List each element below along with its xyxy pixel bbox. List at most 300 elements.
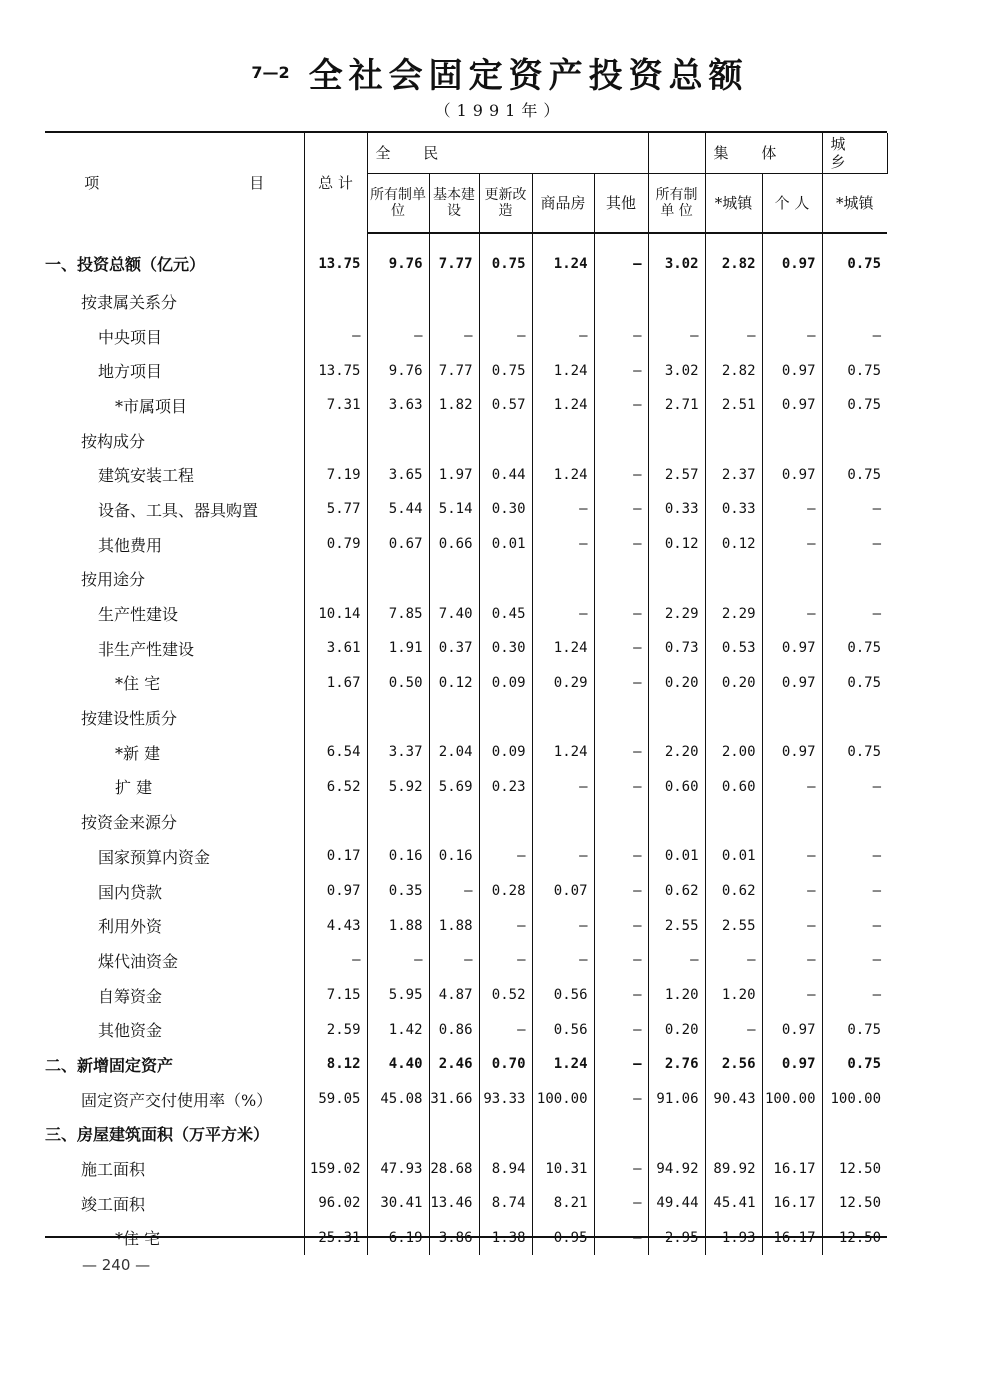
table-row	[45, 978, 887, 1013]
cell-value	[762, 700, 822, 735]
cell-value	[367, 1117, 429, 1152]
cell-value: 2.76	[648, 1047, 705, 1082]
cell-value: —	[762, 943, 822, 978]
row-label: 施工面积	[45, 1151, 304, 1186]
cell-value: —	[872, 987, 882, 1004]
row-label: 生产性建设	[45, 596, 304, 631]
header-other: 其他	[594, 174, 648, 234]
cell-value	[648, 700, 705, 735]
cell-value: 2.51	[705, 388, 762, 423]
cell-value: 7.85	[367, 596, 429, 631]
table-row	[45, 631, 887, 666]
cell-value: 1.38	[479, 1221, 532, 1256]
table-row	[45, 943, 887, 978]
cell-value: 1.91	[367, 631, 429, 666]
cell-value: 0.29	[532, 666, 594, 701]
cell-value: 0.23	[479, 770, 532, 805]
cell-value: 5.44	[367, 492, 429, 527]
cell-value	[429, 700, 479, 735]
cell-value: 0.75	[847, 466, 882, 483]
cell-value	[532, 1117, 594, 1152]
table-title	[0, 48, 1000, 97]
cell-value: —	[594, 1082, 648, 1117]
cell-value	[532, 284, 594, 319]
cell-value: —	[705, 1012, 762, 1047]
cell-value: 0.01	[479, 527, 532, 562]
cell-value	[479, 284, 532, 319]
cell-value: 13.46	[429, 1186, 479, 1221]
cell-value	[594, 1117, 648, 1152]
cell-value: 94.92	[648, 1151, 705, 1186]
cell-value: 0.28	[479, 874, 532, 909]
cell-value: 2.29	[705, 596, 762, 631]
cell-value: 0.75	[847, 256, 882, 272]
cell-value: 0.20	[648, 1012, 705, 1047]
table-row	[45, 284, 887, 319]
row-label: 煤代油资金	[45, 943, 304, 978]
cell-value: 0.16	[429, 839, 479, 874]
cell-value	[705, 284, 762, 319]
cell-value: 0.12	[705, 527, 762, 562]
cell-value: 0.75	[847, 397, 882, 414]
cell-value: 0.62	[648, 874, 705, 909]
cell-value: 5.14	[429, 492, 479, 527]
cell-value: —	[594, 908, 648, 943]
cell-value: 2.95	[648, 1221, 705, 1256]
cell-value: —	[594, 527, 648, 562]
page-number: — 240 —	[82, 1256, 151, 1274]
cell-value: —	[872, 883, 882, 900]
cell-value: —	[532, 596, 594, 631]
cell-value: 2.04	[429, 735, 479, 770]
cell-value: —	[479, 1012, 532, 1047]
cell-value: —	[872, 778, 882, 795]
cell-value: 1.24	[532, 388, 594, 423]
cell-value	[648, 804, 705, 839]
row-label: *市属项目	[45, 388, 304, 423]
cell-value: —	[762, 874, 822, 909]
cell-value: 2.82	[705, 353, 762, 388]
cell-value: —	[762, 908, 822, 943]
cell-value: 0.97	[762, 1047, 822, 1082]
cell-value: 8.74	[479, 1186, 532, 1221]
cell-value: 0.75	[847, 744, 882, 761]
cell-value: 0.20	[705, 666, 762, 701]
cell-value: —	[304, 319, 367, 354]
table-row	[45, 839, 887, 874]
cell-value: —	[594, 1047, 648, 1082]
cell-value: 2.20	[648, 735, 705, 770]
cell-value: 1.88	[429, 908, 479, 943]
row-label: 国家预算内资金	[45, 839, 304, 874]
table-number: 7—2	[251, 63, 290, 82]
cell-value	[648, 423, 705, 458]
cell-value	[367, 804, 429, 839]
cell-value: 0.75	[479, 233, 532, 284]
header-group-urban-rural: 城 乡	[822, 133, 887, 174]
cell-value: 2.29	[648, 596, 705, 631]
cell-value	[367, 700, 429, 735]
cell-value: 30.41	[367, 1186, 429, 1221]
table-row	[45, 233, 887, 284]
cell-value	[648, 1117, 705, 1152]
cell-value: 0.01	[705, 839, 762, 874]
cell-value: 12.50	[838, 1195, 882, 1212]
table-row	[45, 562, 887, 597]
cell-value: 0.12	[648, 527, 705, 562]
row-label: 地方项目	[45, 353, 304, 388]
cell-value	[429, 804, 479, 839]
cell-value: 0.97	[762, 388, 822, 423]
cell-value	[532, 700, 594, 735]
cell-value: 90.43	[705, 1082, 762, 1117]
cell-value: 0.33	[705, 492, 762, 527]
cell-value	[648, 562, 705, 597]
row-label: 利用外资	[45, 908, 304, 943]
cell-value: 0.45	[479, 596, 532, 631]
cell-value: —	[762, 978, 822, 1013]
cell-value: 8.12	[304, 1047, 367, 1082]
cell-value: 0.35	[367, 874, 429, 909]
cell-value: —	[594, 874, 648, 909]
cell-value: 2.82	[705, 233, 762, 284]
cell-value	[429, 1117, 479, 1152]
cell-value: 6.19	[367, 1221, 429, 1256]
cell-value: 10.14	[304, 596, 367, 631]
cell-value: 0.30	[479, 631, 532, 666]
cell-value	[594, 562, 648, 597]
cell-value: 0.56	[532, 978, 594, 1013]
cell-value: 7.77	[429, 353, 479, 388]
cell-value: —	[594, 1221, 648, 1256]
table-row	[45, 1082, 887, 1117]
cell-value: 0.86	[429, 1012, 479, 1047]
cell-value: 47.93	[367, 1151, 429, 1186]
cell-value	[648, 284, 705, 319]
cell-value: —	[367, 943, 429, 978]
cell-value: —	[594, 978, 648, 1013]
table-row	[45, 1047, 887, 1082]
cell-value	[822, 700, 887, 735]
row-label: *住 宅	[45, 666, 304, 701]
cell-value: 0.37	[429, 631, 479, 666]
cell-value: 3.37	[367, 735, 429, 770]
cell-value	[367, 423, 429, 458]
cell-value	[429, 562, 479, 597]
row-label: 固定资产交付使用率（%）	[45, 1082, 304, 1117]
cell-value	[594, 804, 648, 839]
cell-value: 5.77	[304, 492, 367, 527]
row-label: 国内贷款	[45, 874, 304, 909]
header-ownership: 所有制单 位	[367, 174, 429, 234]
cell-value: —	[648, 319, 705, 354]
cell-value: —	[429, 874, 479, 909]
cell-value: 2.55	[648, 908, 705, 943]
cell-value: 0.33	[648, 492, 705, 527]
cell-value: 100.00	[532, 1082, 594, 1117]
cell-value	[822, 284, 887, 319]
cell-value: 2.37	[705, 457, 762, 492]
cell-value: 1.24	[532, 233, 594, 284]
cell-value: —	[479, 908, 532, 943]
cell-value	[304, 284, 367, 319]
cell-value	[762, 1117, 822, 1152]
cell-value: 1.24	[532, 1047, 594, 1082]
table-row	[45, 596, 887, 631]
cell-value: 45.41	[705, 1186, 762, 1221]
header-col-ownership: 所有制单 位	[648, 174, 705, 234]
cell-value: 3.65	[367, 457, 429, 492]
cell-value: —	[762, 492, 822, 527]
cell-value: 7.31	[304, 388, 367, 423]
table-row	[45, 457, 887, 492]
cell-value: —	[648, 943, 705, 978]
cell-value: 0.60	[705, 770, 762, 805]
table-body	[45, 233, 887, 1255]
header-basic: 基本建设	[429, 174, 479, 234]
cell-value	[479, 804, 532, 839]
cell-value: —	[594, 839, 648, 874]
header-group-all-people: 全 民	[367, 133, 648, 174]
title-text: 全社会固定资产投资总额	[308, 56, 749, 96]
table-row	[45, 1012, 887, 1047]
cell-value	[705, 1117, 762, 1152]
cell-value: —	[367, 319, 429, 354]
cell-value: 2.00	[705, 735, 762, 770]
cell-value: 100.00	[762, 1082, 822, 1117]
cell-value: —	[872, 605, 882, 622]
cell-value: 0.50	[367, 666, 429, 701]
cell-value: —	[872, 501, 882, 518]
table-row	[45, 1151, 887, 1186]
cell-value: —	[532, 943, 594, 978]
table-row	[45, 388, 887, 423]
cell-value: 4.87	[429, 978, 479, 1013]
row-label: 按隶属关系分	[45, 284, 304, 319]
cell-value	[532, 804, 594, 839]
cell-value: —	[479, 319, 532, 354]
cell-value: 0.97	[762, 735, 822, 770]
cell-value	[594, 284, 648, 319]
cell-value: 49.44	[648, 1186, 705, 1221]
cell-value	[367, 284, 429, 319]
cell-value: 0.97	[762, 631, 822, 666]
header-renovation: 更新改造	[479, 174, 532, 234]
table-row	[45, 804, 887, 839]
cell-value: 7.19	[304, 457, 367, 492]
cell-value: 16.17	[762, 1151, 822, 1186]
cell-value	[594, 700, 648, 735]
cell-value	[532, 423, 594, 458]
table-row	[45, 770, 887, 805]
cell-value	[822, 1117, 887, 1152]
cell-value: 0.75	[479, 353, 532, 388]
cell-value: 0.97	[762, 666, 822, 701]
cell-value	[479, 700, 532, 735]
cell-value: 5.92	[367, 770, 429, 805]
cell-value: 0.97	[762, 233, 822, 284]
cell-value	[304, 700, 367, 735]
cell-value: 0.75	[847, 640, 882, 657]
header-ind-town: *城镇	[822, 174, 887, 234]
cell-value: —	[762, 596, 822, 631]
cell-value: —	[532, 527, 594, 562]
table-row	[45, 700, 887, 735]
cell-value: 2.56	[705, 1047, 762, 1082]
cell-value: —	[594, 666, 648, 701]
cell-value: —	[594, 631, 648, 666]
cell-value: 1.88	[367, 908, 429, 943]
row-label: 按资金来源分	[45, 804, 304, 839]
cell-value: 13.75	[304, 353, 367, 388]
header-item: 项 目	[45, 133, 304, 233]
cell-value: —	[594, 1151, 648, 1186]
cell-value: —	[762, 527, 822, 562]
row-label: 一、投资总额（亿元）	[45, 233, 304, 284]
header-group-collective: 集 体	[705, 133, 822, 174]
cell-value	[705, 423, 762, 458]
cell-value	[479, 1117, 532, 1152]
cell-value: 159.02	[304, 1151, 367, 1186]
cell-value: 7.15	[304, 978, 367, 1013]
investment-table	[45, 133, 887, 1255]
cell-value: 0.70	[479, 1047, 532, 1082]
cell-value: —	[594, 943, 648, 978]
cell-value: 2.55	[705, 908, 762, 943]
cell-value: —	[532, 319, 594, 354]
cell-value: 1.42	[367, 1012, 429, 1047]
cell-value: 9.76	[367, 233, 429, 284]
cell-value: 2.71	[648, 388, 705, 423]
cell-value: —	[304, 943, 367, 978]
header-other-top	[648, 133, 705, 174]
cell-value: 1.24	[532, 353, 594, 388]
cell-value	[762, 423, 822, 458]
cell-value	[479, 423, 532, 458]
cell-value: 25.31	[304, 1221, 367, 1256]
cell-value: —	[872, 328, 882, 345]
header-total: 总 计	[304, 133, 367, 233]
cell-value: 96.02	[304, 1186, 367, 1221]
cell-value: —	[479, 943, 532, 978]
row-label: 非生产性建设	[45, 631, 304, 666]
cell-value: 13.75	[304, 233, 367, 284]
cell-value: 31.66	[429, 1082, 479, 1117]
row-label: *新 建	[45, 735, 304, 770]
cell-value: 0.97	[762, 457, 822, 492]
table-row	[45, 666, 887, 701]
row-label: 设备、工具、器具购置	[45, 492, 304, 527]
cell-value: 4.40	[367, 1047, 429, 1082]
row-label: 其他费用	[45, 527, 304, 562]
cell-value: 8.21	[532, 1186, 594, 1221]
cell-value: —	[532, 908, 594, 943]
cell-value: 0.57	[479, 388, 532, 423]
cell-value: 0.44	[479, 457, 532, 492]
cell-value: 91.06	[648, 1082, 705, 1117]
cell-value: 0.09	[479, 666, 532, 701]
cell-value: 3.61	[304, 631, 367, 666]
cell-value: 10.31	[532, 1151, 594, 1186]
row-label: 建筑安装工程	[45, 457, 304, 492]
cell-value: 93.33	[479, 1082, 532, 1117]
cell-value: —	[762, 770, 822, 805]
row-label: 三、房屋建筑面积（万平方米）	[45, 1117, 304, 1152]
cell-value	[429, 284, 479, 319]
row-label: 按建设性质分	[45, 700, 304, 735]
cell-value: 2.57	[648, 457, 705, 492]
cell-value: 0.52	[479, 978, 532, 1013]
cell-value: 9.76	[367, 353, 429, 388]
row-label: 二、新增固定资产	[45, 1047, 304, 1082]
bottom-rule	[45, 1236, 887, 1238]
cell-value: 1.93	[705, 1221, 762, 1256]
cell-value: —	[594, 233, 648, 284]
cell-value: —	[872, 536, 882, 553]
cell-value: 0.79	[304, 527, 367, 562]
cell-value: —	[762, 839, 822, 874]
cell-value: —	[705, 943, 762, 978]
cell-value: 2.59	[304, 1012, 367, 1047]
header-col-town: *城镇	[705, 174, 762, 234]
cell-value	[822, 423, 887, 458]
cell-value: —	[429, 319, 479, 354]
cell-value: —	[594, 596, 648, 631]
cell-value: 1.82	[429, 388, 479, 423]
cell-value	[532, 562, 594, 597]
cell-value: 7.77	[429, 233, 479, 284]
cell-value: 0.09	[479, 735, 532, 770]
cell-value: 0.97	[762, 353, 822, 388]
cell-value	[762, 562, 822, 597]
table-row	[45, 423, 887, 458]
cell-value: —	[429, 943, 479, 978]
year-subtitle: （1991年）	[434, 101, 566, 120]
cell-value	[429, 423, 479, 458]
cell-value	[705, 700, 762, 735]
cell-value: 0.20	[648, 666, 705, 701]
cell-value	[304, 804, 367, 839]
table-row	[45, 492, 887, 527]
cell-value: —	[872, 952, 882, 969]
cell-value: 0.95	[532, 1221, 594, 1256]
table-row	[45, 874, 887, 909]
header-commercial: 商品房	[532, 174, 594, 234]
cell-value: 59.05	[304, 1082, 367, 1117]
row-label: 中央项目	[45, 319, 304, 354]
cell-value: 5.95	[367, 978, 429, 1013]
cell-value: —	[532, 770, 594, 805]
cell-value: —	[594, 457, 648, 492]
cell-value: 3.02	[648, 233, 705, 284]
cell-value	[762, 804, 822, 839]
cell-value: —	[594, 1012, 648, 1047]
cell-value: 0.01	[648, 839, 705, 874]
cell-value: 16.17	[762, 1186, 822, 1221]
cell-value: 16.17	[762, 1221, 822, 1256]
cell-value: 0.16	[367, 839, 429, 874]
table-row	[45, 1186, 887, 1221]
cell-value: 12.50	[838, 1229, 882, 1246]
header-individual: 个 人	[762, 174, 822, 234]
cell-value	[479, 562, 532, 597]
cell-value: —	[594, 388, 648, 423]
cell-value: —	[594, 319, 648, 354]
cell-value: —	[594, 735, 648, 770]
cell-value: —	[594, 492, 648, 527]
cell-value: 3.02	[648, 353, 705, 388]
cell-value	[705, 804, 762, 839]
